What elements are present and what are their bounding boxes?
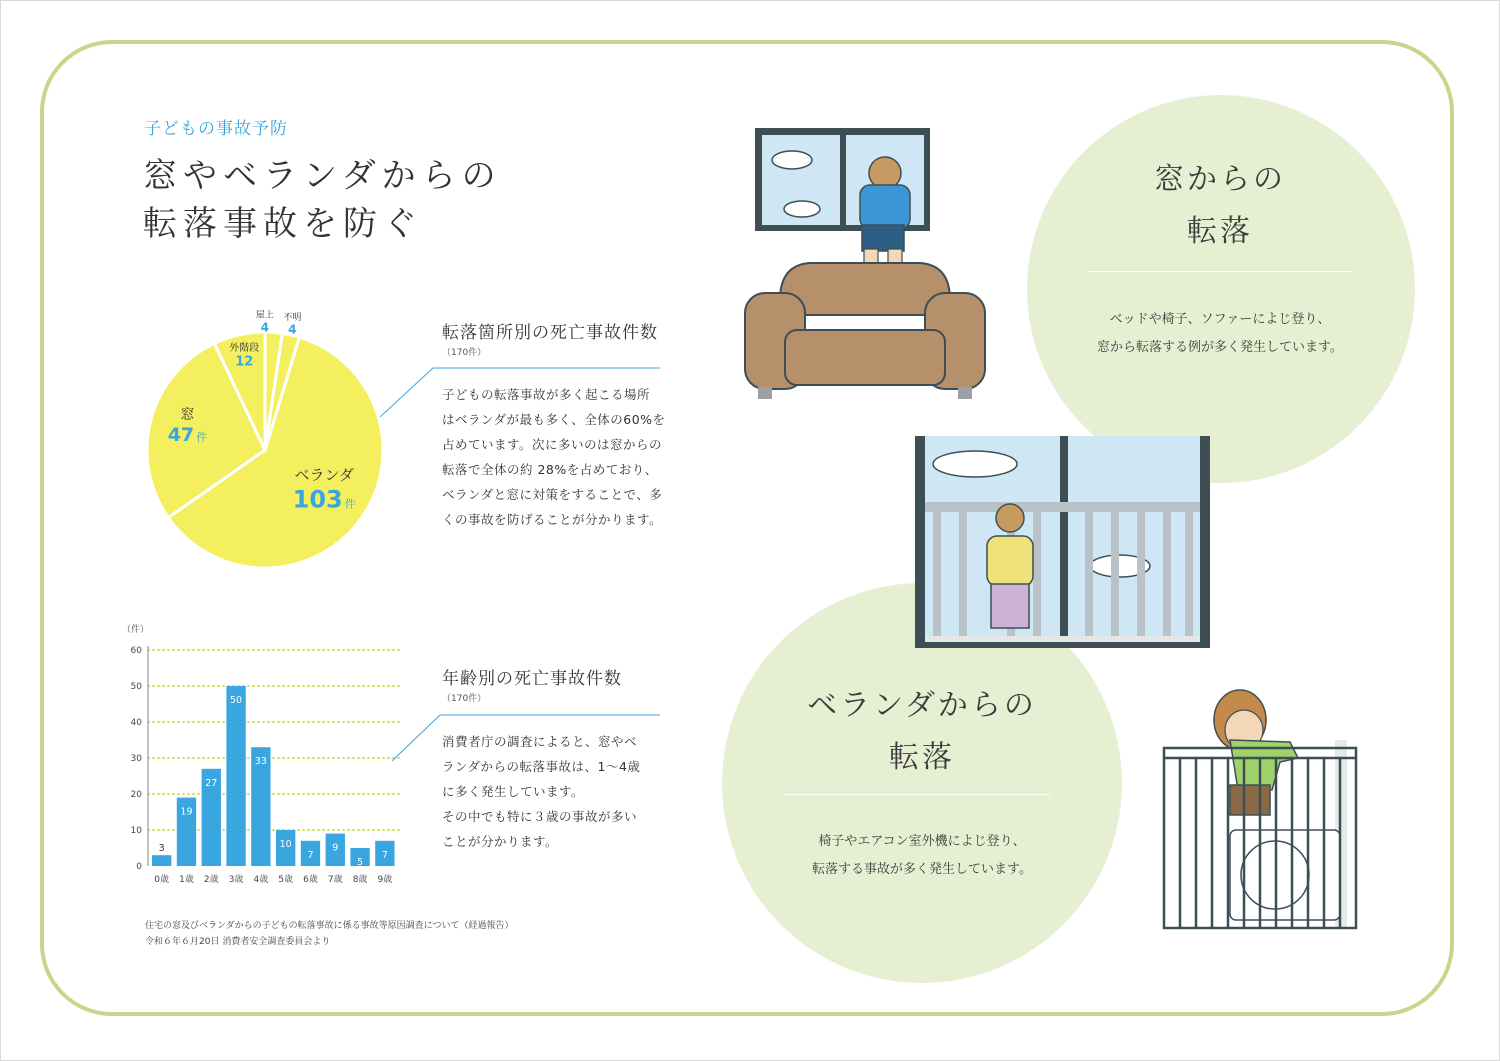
bar-value-label: 19 [180,806,193,818]
balcony-door-illustration [915,436,1210,648]
bar-body-line: に多く発生しています。 [442,784,585,799]
bar-section-title: 年齢別の死亡事故件数 [442,669,622,689]
window-fall-body [1060,306,1380,362]
page-title [143,152,502,248]
bar-value-label: 10 [279,839,292,850]
pie-section-note: （170件） [442,348,487,358]
window-fall-body-line1: ベッドや椅子、ソファーによじ登り、 [1109,312,1331,327]
pie-slice-value: 12 [235,354,254,370]
window-fall-body-line2: 窓から転落する例が多く発生しています。 [1097,340,1343,355]
pie-body-line: 占めています。次に多いのは窓からの [442,437,663,452]
pie-chart [130,310,420,590]
pie-body-line: 子どもの転落事故が多く起こる場所 [442,387,651,402]
pie-slice-label: 外階段 [229,342,260,354]
bar-ylabel: （件） [122,625,150,635]
bar-section-body [442,729,672,854]
bar-category-label: 6歳 [303,875,318,885]
bar-ytick-label: 40 [130,718,142,728]
window-fall-title-line1: 窓からの [1154,162,1286,197]
bar-value-label: 50 [230,695,243,706]
bar-value-label: 27 [205,777,218,789]
bar-body-line: 消費者庁の調査によると、窓やベ [442,734,638,749]
bar-category-label: 7歳 [327,875,343,885]
bar [226,686,245,866]
bar-ytick-label: 0 [136,862,142,872]
source-line2: 令和６年６月20日 消費者安全調査委員会より [145,937,331,947]
veranda-fall-title [742,680,1102,784]
pie-slice-label: 窓 [180,407,195,424]
pie-slice-unit: 件 [196,430,208,444]
bar-value-label: 7 [307,849,314,861]
bar-body-line: その中でも特に３歳の事故が多い [442,809,638,824]
bar [152,855,171,866]
railing-climb-illustration [1160,680,1360,935]
pie-slice-label: 屋上 [255,310,274,321]
page-title-line1: 窓やベランダからの [143,156,502,196]
pie-body-line: ベランダと窓に対策をすることで、多 [442,487,663,502]
bar-ytick-label: 20 [130,790,142,800]
window-fall-title-line2: 転落 [1187,214,1253,249]
bar-category-label: 2歳 [203,875,219,885]
window-fall-title [1060,154,1380,258]
pie-slice-value: 103 件 [292,485,356,514]
bar-ytick-label: 50 [130,682,142,692]
bar-category-label: 8歳 [352,875,368,885]
bar-category-label: 9歳 [377,875,393,885]
pie-body-line: 転落で全体の約 28%を占めており、 [442,462,658,477]
bar-category-label: 5歳 [278,875,294,885]
pie-slice-label: ベランダ [294,465,354,484]
sofa-window-illustration [740,125,990,405]
bar-value-label: 9 [332,842,339,854]
bar-category-label: 1歳 [179,875,194,885]
bar-body-line: ことが分かります。 [442,834,559,849]
pie-slice-label: 不明 [283,312,302,323]
pie-section-title: 転落箇所別の死亡事故件数 [442,323,658,343]
pie-section-body [442,382,682,532]
veranda-fall-body [742,828,1102,884]
bar-ytick-label: 30 [130,754,142,764]
veranda-fall-body-line2: 転落する事故が多く発生しています。 [812,862,1032,877]
pie-slice-value: 47 件 [167,423,208,446]
pie-slice-value: 4 [260,320,270,335]
bar-category-label: 3歳 [228,875,244,885]
veranda-fall-body-line1: 椅子やエアコン室外機によじ登り、 [818,834,1026,849]
veranda-fall-rule [785,794,1050,795]
source-note [145,918,513,950]
bar-body-line: ランダからの転落事故は、1〜4歳 [442,759,641,774]
eyebrow-label: 子どもの事故予防 [144,119,288,139]
pie-slice-unit: 件 [344,497,356,511]
bar-ytick-label: 60 [130,646,142,656]
source-line1: 住宅の窓及びベランダからの子どもの転落事故に係る事故等原因調査について（経過報告） [145,921,514,931]
bar-value-label: 3 [158,843,165,855]
pie-body-line: くの事故を防げることが分かります。 [442,512,663,527]
bar-chart [110,620,410,890]
pie-slice-value: 4 [288,322,297,337]
bar-category-label: 4歳 [253,875,269,885]
bar-section-note: （170件） [442,694,487,704]
window-fall-rule [1087,271,1352,272]
bar-value-label: 33 [254,756,267,768]
veranda-fall-title-line2: 転落 [889,740,955,775]
bar-category-label: 0歳 [154,875,170,885]
bar-ytick-label: 10 [130,826,142,836]
pie-body-line: はベランダが最も多く、全体の60%を [442,412,666,427]
bar-value-label: 5 [357,857,364,868]
bar-value-label: 7 [381,849,388,861]
veranda-fall-title-line1: ベランダからの [807,688,1037,723]
page-title-line2: 転落事故を防ぐ [143,204,423,244]
